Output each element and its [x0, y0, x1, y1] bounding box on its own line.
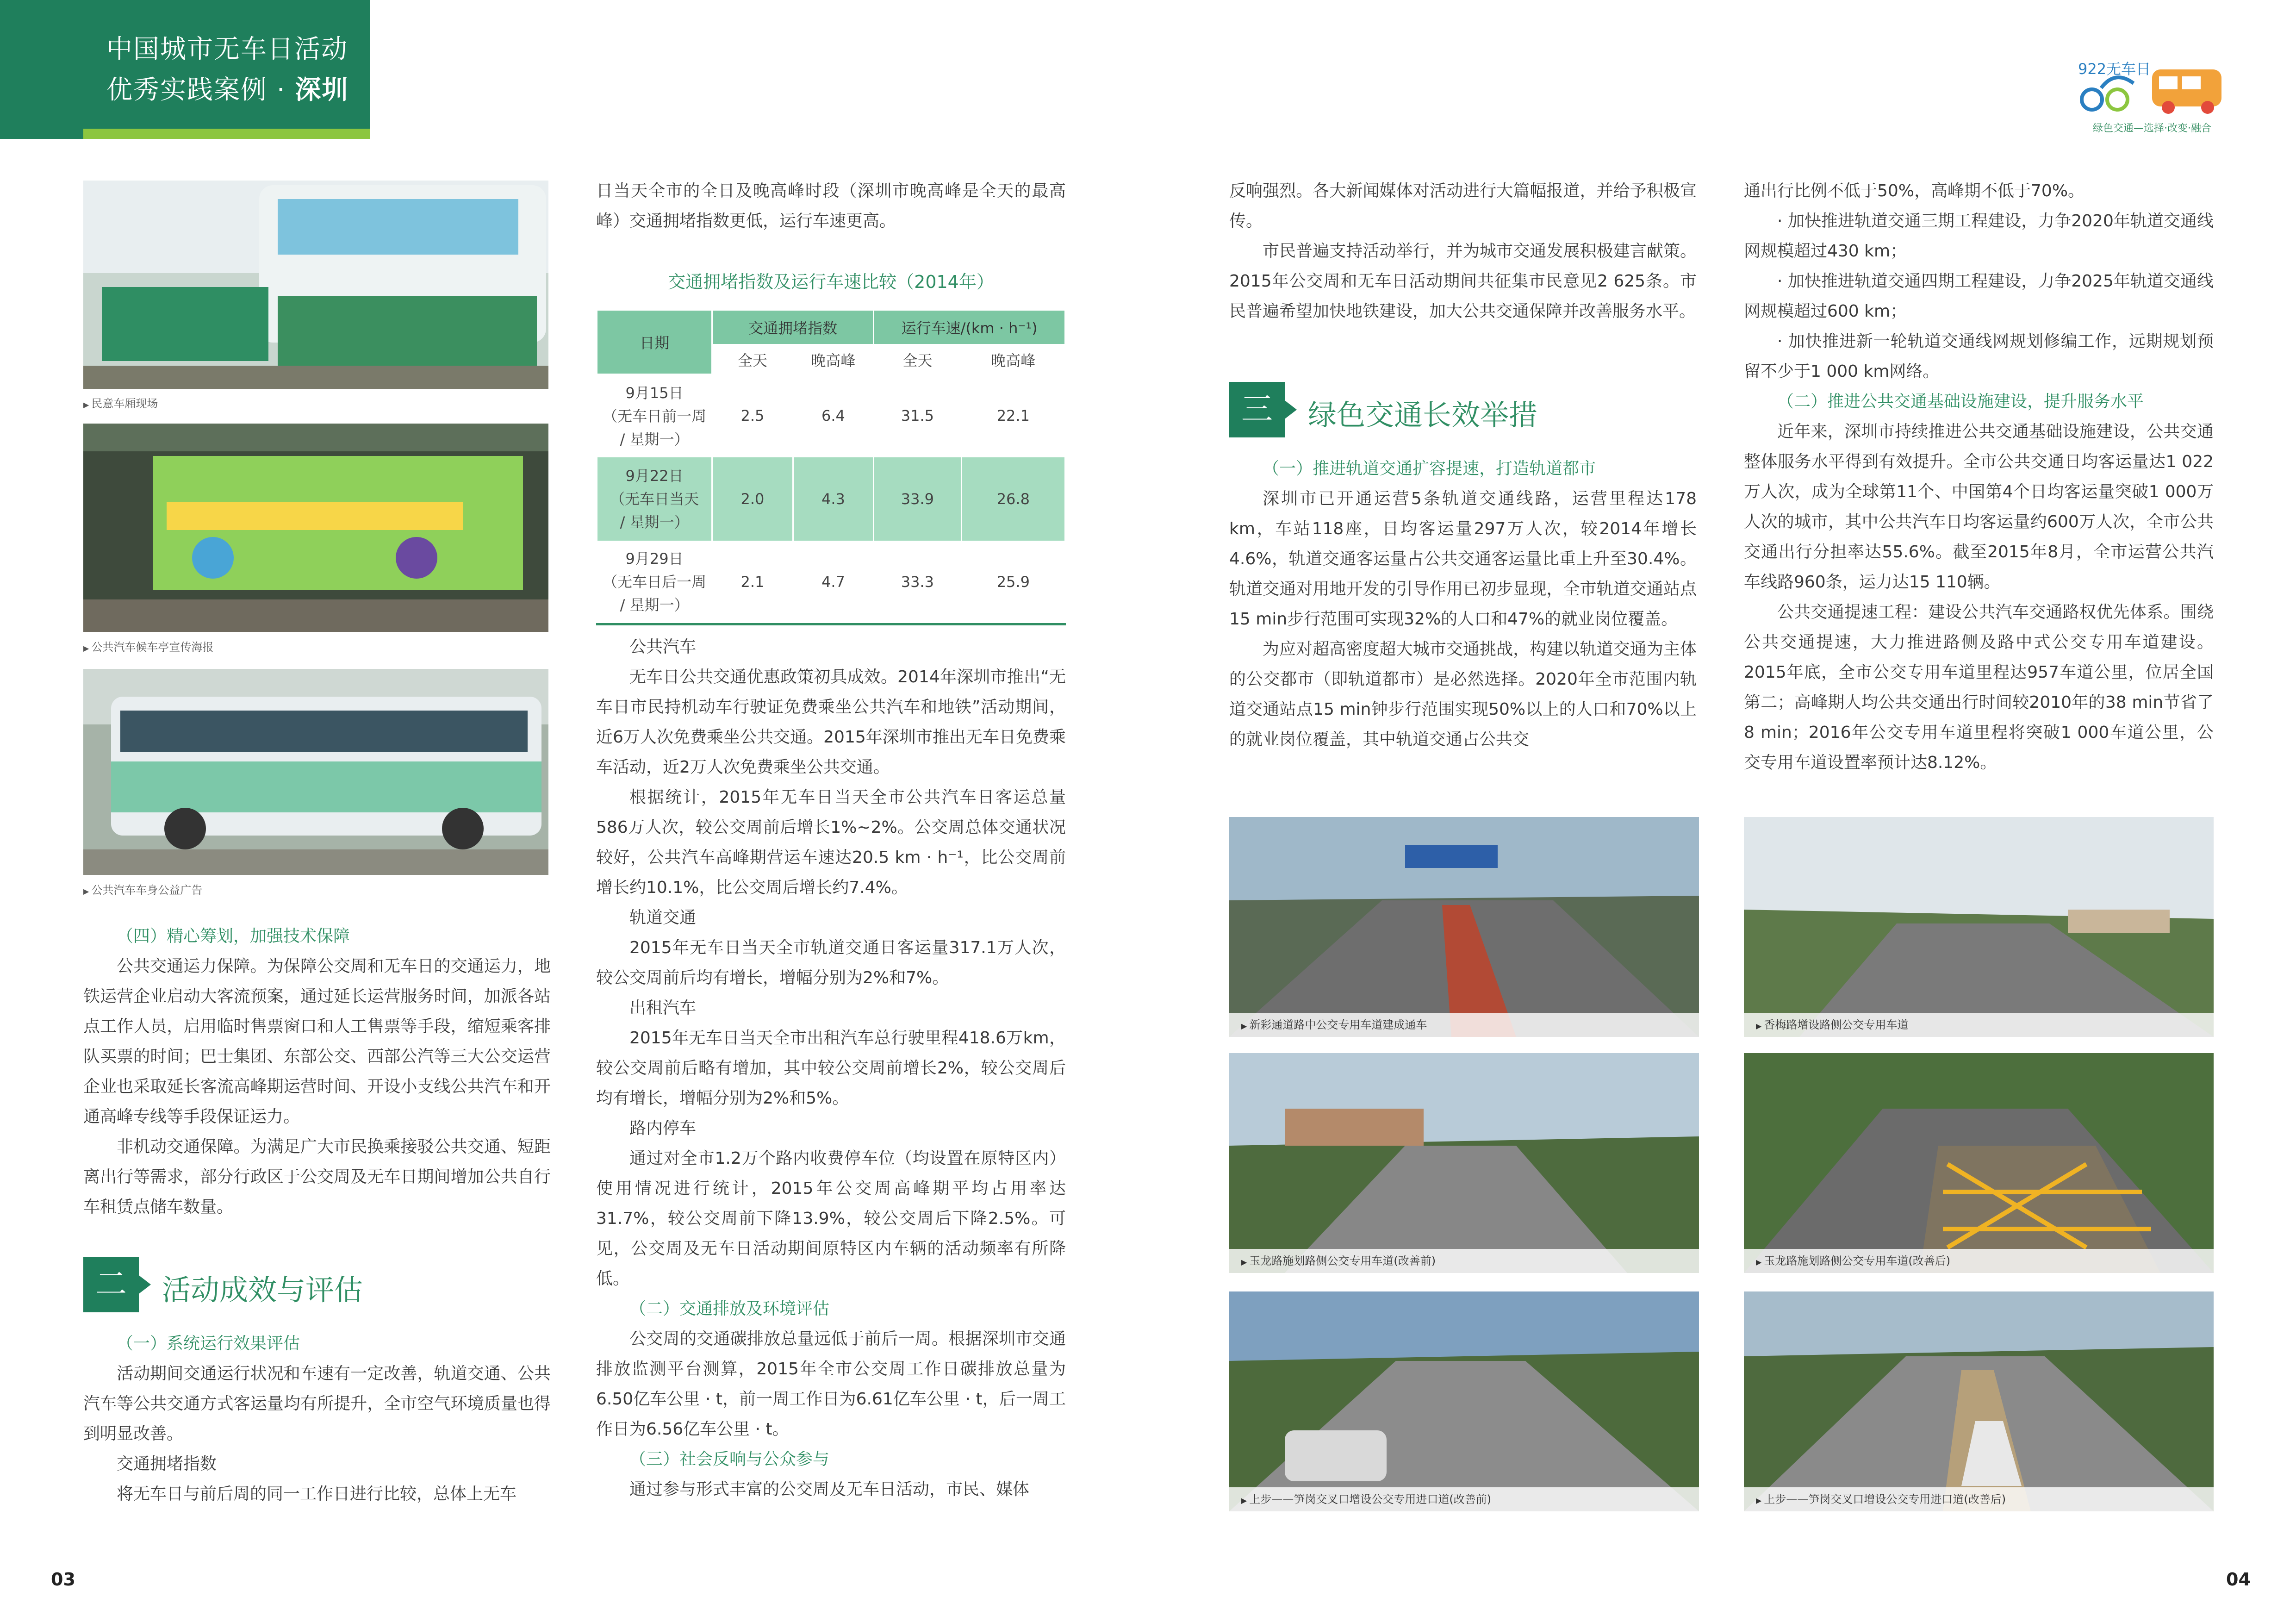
paragraph: 出租汽车: [629, 998, 697, 1017]
car-free-day-logo: [2073, 56, 2226, 139]
paragraph: 无车日公共交通优惠政策初具成效。2014年深圳市推出“无车日市民持机动车行驶证免费乘坐公共汽车和地铁”活动期间，近6万人次免费乘坐公共交通。2015年深圳市推出无车日免费乘车活动，近2万人次免费乘坐公共交通。: [596, 668, 1066, 777]
paragraph: 轨道交通: [629, 908, 697, 927]
col3-text-a: [1229, 176, 1697, 326]
section-number: 二: [83, 1257, 139, 1312]
photo-caption: ▶ 公共汽车候车亭宣传海报: [83, 638, 213, 654]
table-row: 9月15日 （无车日前一周 / 星期一） 2.5 6.4 31.5 22.1: [597, 374, 1065, 457]
header-title-line1: 中国城市无车日活动: [106, 34, 348, 64]
page-number-right: 04: [2226, 1569, 2251, 1590]
section-label: 活动成效与评估: [162, 1273, 363, 1307]
section-heading-2: [83, 1257, 551, 1312]
subheading: （一）推进轨道交通扩容提速，打造轨道都市: [1263, 459, 1596, 478]
subheading: （四）精心筹划，加强技术保障: [117, 927, 350, 946]
bullet: · 加快推进新一轮轨道交通线网规划修编工作，远期规划预留不少于1 000 km网络。: [1744, 332, 2214, 381]
section-label: 绿色交通长效举措: [1308, 398, 1538, 432]
paragraph: 公共汽车: [629, 637, 697, 656]
header-badge: [0, 0, 370, 139]
table-subheader: 全天: [874, 345, 961, 374]
col4-text: [1744, 176, 2214, 778]
photo-exhibition-bus: [83, 181, 548, 389]
paragraph: 公交周的交通碳排放总量远低于前后一周。根据深圳市交通排放监测平台测算，2015年全市公交周工作日碳排放总量为6.50亿车公里 · t，前一周工作日为6.61亿车公里 · t，后一周工作日为6.56亿车公里 · t。: [596, 1329, 1066, 1439]
table-row: 9月22日 （无车日当天 / 星期一） 2.0 4.3 33.9 26.8: [597, 457, 1065, 541]
paragraph: 通过对全市1.2万个路内收费停车位（均设置在原特区内）使用情况进行统计，2015年公交周高峰期平均占用率达31.7%，较公交周前下降13.9%，较公交周后下降2.5%。可见，公交周及无车日活动期间原特区内车辆的活动频率有所降低。: [596, 1149, 1066, 1288]
col1-text-b: [83, 1329, 551, 1509]
photo-caption: ▶ 民意车厢现场: [83, 394, 158, 411]
photo-road-1: [1229, 817, 1699, 1037]
header-accent-bar: [83, 129, 370, 139]
subheading: （一）系统运行效果评估: [117, 1334, 300, 1353]
subheading: （三）社会反响与公众参与: [629, 1450, 830, 1469]
header-title-line2: 优秀实践案例 · 深圳: [106, 75, 349, 105]
table-header: 运行车速/(km · h⁻¹): [874, 310, 1065, 345]
photo-caption: ▶ 新彩通道路中公交专用车道建成通车: [1229, 1013, 1699, 1037]
photo-caption: ▶ 玉龙路施划路侧公交专用车道(改善前): [1229, 1249, 1699, 1273]
photo-caption: ▶ 上步——笋岗交叉口增设公交专用进口道(改善后): [1744, 1487, 2214, 1511]
paragraph: 为应对超高密度超大城市交通挑战，构建以轨道交通为主体的公交都市（即轨道都市）是必然选择。2020年全市范围内轨道交通站点15 min钟步行范围实现50%以上的人口和70%以上的就业岗位覆盖，其中轨道交通占公共交: [1229, 640, 1697, 749]
photo-bus-shelter-poster: [83, 424, 548, 632]
paragraph: 反响强烈。各大新闻媒体对活动进行大篇幅报道，并给予积极宣传。: [1229, 181, 1697, 231]
paragraph: 活动期间交通运行状况和车速有一定改善，轨道交通、公共汽车等公共交通方式客运量均有所提升，全市空气环境质量也得到明显改善。: [83, 1364, 551, 1443]
photo-caption: ▶ 玉龙路施划路侧公交专用车道(改善后): [1744, 1249, 2214, 1273]
paragraph: 近年来，深圳市持续推进公共交通基础设施建设，公共交通整体服务水平得到有效提升。全市公共交通日均客运量达1 022万人次，成为全球第11个、中国第4个日均客运量突破1 000万人次的城市，其中公共汽车日均客运量约600万人次，全市公共交通出行分担率达55.6%。截至2015年8月，全市运营公共汽车线路960条，运力达15 110辆。: [1744, 422, 2214, 592]
logo-text: 922无车日: [2078, 60, 2151, 78]
section-number: 三: [1229, 382, 1285, 437]
paragraph: 2015年无车日当天全市出租汽车总行驶里程418.6万km，较公交周前后略有增加，其中较公交周前增长2%，较公交周后均有增长，增幅分别为2%和5%。: [596, 1029, 1066, 1108]
logo-slogan: 绿色交通—选择·改变·融合: [2093, 123, 2211, 134]
col3-text-b: [1229, 454, 1697, 755]
paragraph: 日当天全市的全日及晚高峰时段（深圳市晚高峰是全天的最高峰）交通拥堵指数更低，运行车速更高。: [596, 181, 1066, 231]
photo-caption: ▶ 上步——笋岗交叉口增设公交专用进口道(改善前): [1229, 1487, 1699, 1511]
paragraph: 市民普遍支持活动举行，并为城市交通发展积极建言献策。2015年公交周和无车日活动期间共征集市民意见2 625条。市民普遍希望加快地铁建设，加大公共交通保障并改善服务水平。: [1229, 242, 1697, 321]
paragraph: 路内停车: [629, 1119, 697, 1138]
col2-text-a: [596, 176, 1066, 236]
photo-road-4: [1744, 1053, 2214, 1273]
table-subheader: 全天: [712, 345, 793, 374]
page-number-left: 03: [51, 1569, 75, 1590]
table-title: 交通拥堵指数及运行车速比较（2014年）: [668, 272, 994, 292]
paragraph: 公共交通提速工程：建设公共汽车交通路权优先体系。围绕公共交通提速，大力推进路侧及路中式公交专用车道建设。2015年底，全市公交专用车道里程达957车道公里，位居全国第二；高峰期人均公共交通出行时间较2010年的38 min节省了8 min；2016年公交专用车道里程将突破1 000车道公里，公交专用车道设置率预计达8.12%。: [1744, 603, 2214, 772]
paragraph: 非机动交通保障。为满足广大市民换乘接驳公共交通、短距离出行等需求，部分行政区于公交周及无车日期间增加公共自行车租赁点储车数量。: [83, 1137, 551, 1216]
subheading: （二）交通排放及环境评估: [629, 1299, 830, 1318]
paragraph: 2015年无车日当天全市轨道交通日客运量317.1万人次，较公交周前后均有增长，增幅分别为2%和7%。: [596, 938, 1066, 987]
congestion-speed-table: [596, 309, 1066, 625]
table-subheader: 晚高峰: [793, 345, 873, 374]
table-row: 9月29日 （无车日后一周 / 星期一） 2.1 4.7 33.3 25.9: [597, 541, 1065, 624]
bullet: · 加快推进轨道交通三期工程建设，力争2020年轨道交通线网规模超过430 km；: [1744, 212, 2214, 261]
paragraph: 通过参与形式丰富的公交周及无车日活动，市民、媒体: [629, 1480, 1030, 1499]
photo-caption: ▶ 公共汽车车身公益广告: [83, 881, 202, 897]
paragraph: 将无车日与前后周的同一工作日进行比较，总体上无车: [117, 1485, 517, 1503]
paragraph: 通出行比例不低于50%，高峰期不低于70%。: [1744, 181, 2085, 200]
paragraph: 根据统计，2015年无车日当天全市公共汽车日客运总量586万人次，较公交周前后增长1%~2%。公交周总体交通状况较好，公共汽车高峰期营运车速达20.5 km · h⁻¹，比公交周前增长约10.1%，比公交周后增长约7.4%。: [596, 788, 1066, 897]
table-header: 交通拥堵指数: [712, 310, 874, 345]
paragraph: 深圳市已开通运营5条轨道交通线路，运营里程达178 km，车站118座，日均客运量297万人次，较2014年增长4.6%，轨道交通客运量占公共交通客运量比重上升至30.4%。轨道交通对用地开发的引导作用已初步显现，全市轨道交通站点15 min步行范围可实现32%的人口和47%的就业岗位覆盖。: [1229, 489, 1697, 629]
photo-road-5: [1229, 1291, 1699, 1511]
section-heading-3: [1229, 382, 1697, 437]
col1-text-a: [83, 921, 551, 1222]
subheading: （二）推进公共交通基础设施建设，提升服务水平: [1777, 392, 2144, 411]
col2-text-b: [596, 632, 1066, 1504]
paragraph: 公共交通运力保障。为保障公交周和无车日的交通运力，地铁运营企业启动大客流预案，通过延长运营服务时间，加派各站点工作人员，启用临时售票窗口和人工售票等手段，缩短乘客排队买票的时间；巴士集团、东部公交、西部公汽等三大公交运营企业也采取延长客流高峰期运营时间、开设小支线公共汽车和开通高峰专线等手段保证运力。: [83, 957, 551, 1126]
bullet: · 加快推进轨道交通四期工程建设，力争2025年轨道交通线网规模超过600 km；: [1744, 272, 2214, 321]
photo-road-3: [1229, 1053, 1699, 1273]
table-subheader: 晚高峰: [961, 345, 1065, 374]
photo-road-6: [1744, 1291, 2214, 1511]
photo-road-2: [1744, 817, 2214, 1037]
table-header: 日期: [597, 310, 712, 374]
photo-bus-body-ad: [83, 669, 548, 875]
photo-caption: ▶ 香梅路增设路侧公交专用车道: [1744, 1013, 2214, 1037]
paragraph: 交通拥堵指数: [117, 1454, 217, 1473]
